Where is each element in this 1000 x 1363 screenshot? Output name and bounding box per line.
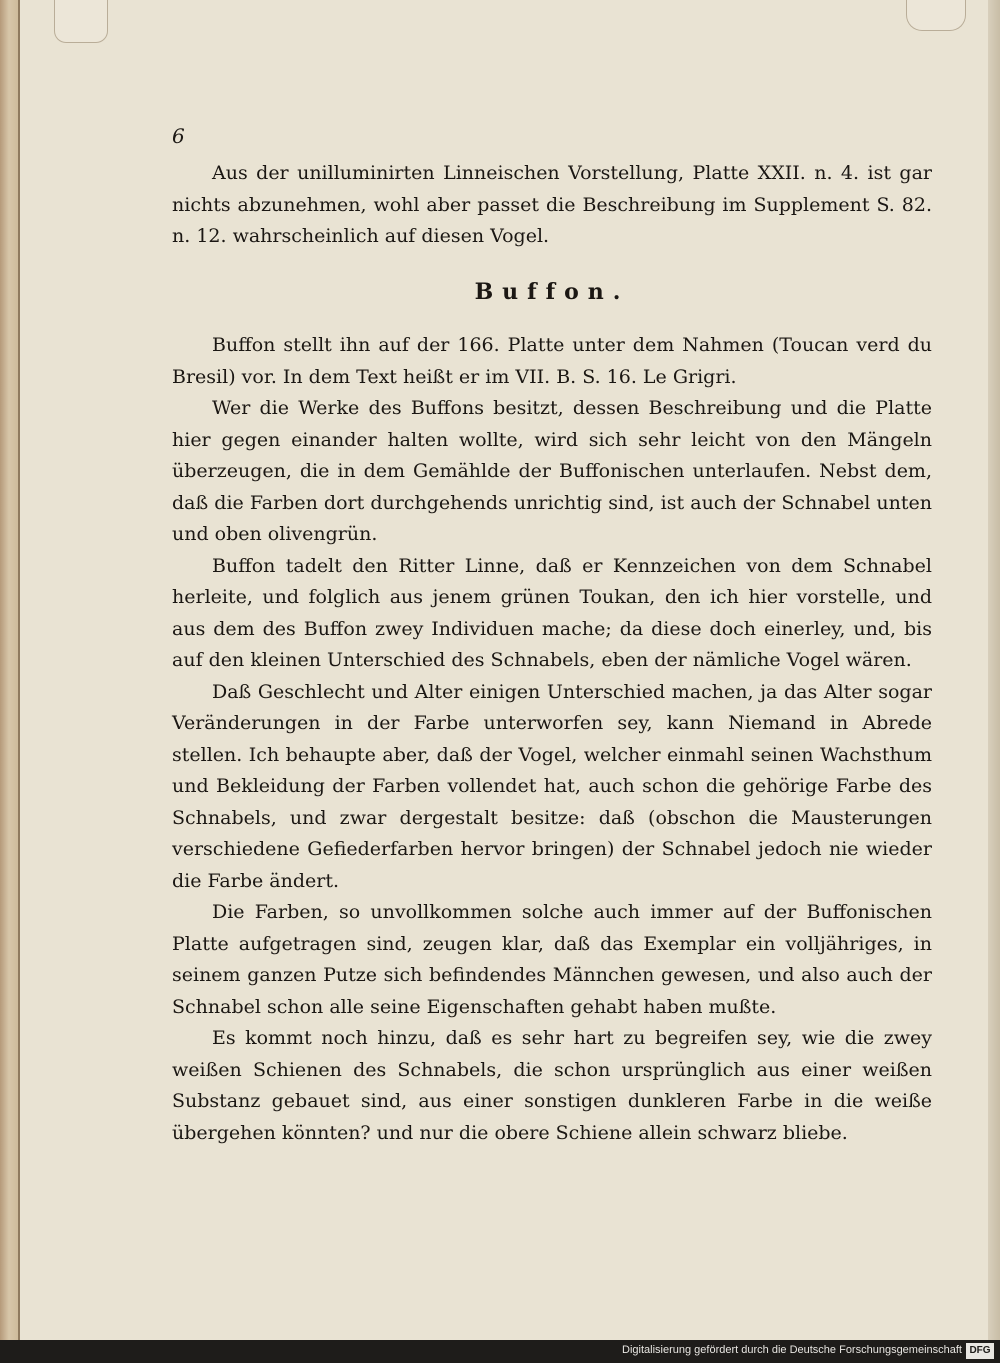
book-spine-edge [0, 0, 20, 1340]
paragraph: Es kommt noch hinzu, daß es sehr hart zu begreifen sey, wie die zwey weißen Schienen des Schnabels, die schon ursprünglich aus einer weißen Substanz gebauet sind, aus einer sonstigen dunkleren Farbe in die weiße übergehen könnten? und nur die obere Schiene allein schwarz bliebe. [172, 1027, 932, 1144]
page-corner-tab-left [54, 0, 108, 43]
paragraph: Daß Geschlecht und Alter einigen Unterschied machen, ja das Alter sogar Veränderungen in der Farbe unterworfen sey, kann Niemand in Abrede stellen. Ich behaupte aber, daß der Vogel, welcher einmahl seinen Wachsthum und Bekleidung der Farben vollendet hat, auch schon die gehörige Farbe des Schnabels, und zwar dergestalt besitze: daß (obschon die Mausterungen verschiedene Gefiederfarben hervor bringen) der Schnabel jedoch nie wieder die Farbe ändert. [172, 680, 932, 892]
paragraph: Buffon stellt ihn auf der 166. Platte unter dem Nahmen (Toucan verd du Bresil) vor. In dem Text heißt er im VII. B. S. 16. Le Grigri. [172, 334, 932, 388]
section-heading: Buffon. [474, 278, 630, 305]
paragraph: Buffon tadelt den Ritter Linne, daß er Kennzeichen von dem Schnabel herleite, und folglich aus jenem grünen Toukan, den ich hier vorstelle, und aus dem des Buffon zwey Individuen mache; da diese doch einerley, und, bis auf den kleinen Unterschied des Schnabels, eben der nämliche Vogel wären. [172, 554, 932, 671]
paragraph: Wer die Werke des Buffons besitzt, dessen Beschreibung und die Platte hier gegen einander halten wollte, wird sich sehr leicht von den Mängeln überzeugen, die in dem Gemählde der Buffonischen unterlaufen. Nebst dem, daß die Farben dort durchgehends unrichtig sind, ist auch der Schnabel unten und oben olivengrün. [172, 397, 932, 545]
paragraph: Die Farben, so unvollkommen solche auch immer auf der Buffonischen Platte aufgetragen sind, zeugen klar, daß das Exemplar ein volljähriges, in seinem ganzen Putze sich befindendes Männchen gewesen, und also auch der Schnabel schon alle seine Eigenschaften gehabt haben mußte. [172, 901, 932, 1018]
page-corner-tab-right [906, 0, 966, 31]
dfg-logo-icon: DFG [966, 1343, 994, 1359]
page-number: 6 [172, 124, 185, 148]
paragraph: Aus der unilluminirten Linneischen Vorstellung, Platte XXII. n. 4. ist gar nichts abzunehmen, wohl aber passet die Beschreibung im Supplement S. 82. n. 12. wahrscheinlich auf diesen Vogel. [172, 162, 932, 247]
funding-notice: Digitalisierung gefördert durch die Deutsche Forschungsgemeinschaft [622, 1344, 962, 1356]
digitization-footer [0, 1340, 1000, 1363]
page-right-edge [988, 0, 1000, 1340]
body-text [172, 158, 932, 1149]
